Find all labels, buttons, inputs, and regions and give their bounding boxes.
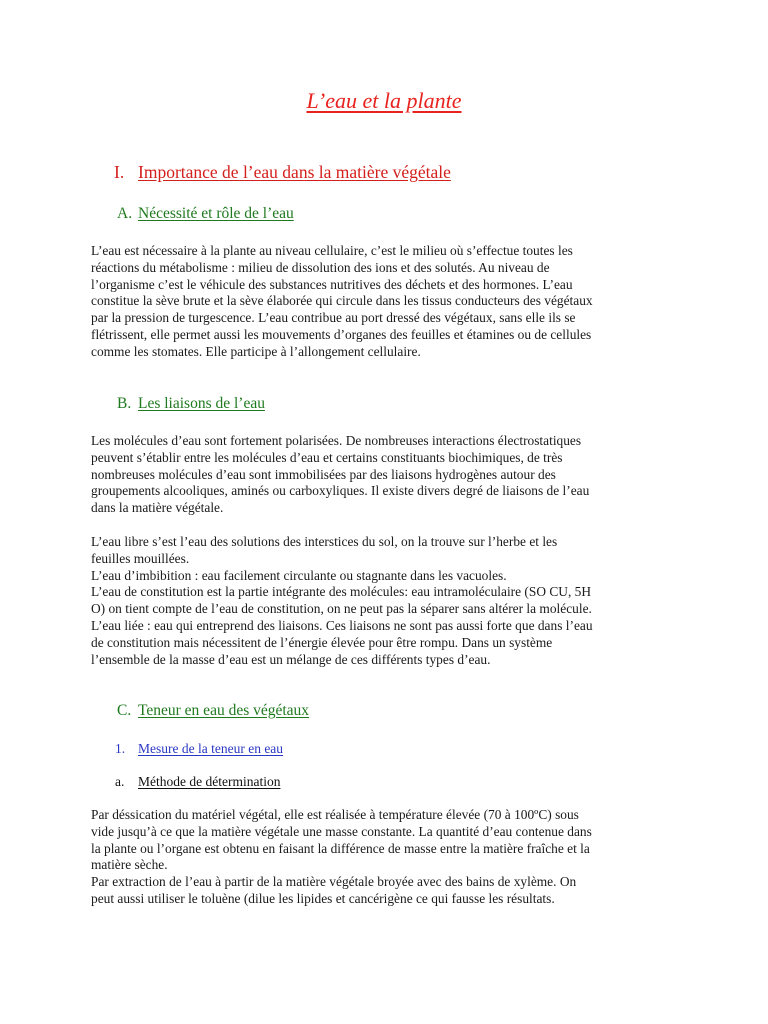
paragraph-line: feuilles mouillées. (91, 550, 190, 566)
paragraph-line: L’eau de constitution est la partie intégrante des molécules: eau intramoléculaire (SO CU, 5H (91, 584, 592, 600)
section-c-title: Teneur en eau des végétaux (138, 702, 310, 719)
paragraph-line: L’eau est nécessaire à la plante au niveau cellulaire, c’est le milieu où s’effectue toutes les (91, 243, 573, 258)
paragraph-line: comme les stomates. Elle participe à l’allongement cellulaire. (91, 343, 421, 359)
paragraph-line: par la pression de turgescence. L’eau contribue au port dressé des végétaux, sans elle ils se (91, 310, 576, 326)
paragraph-line: la plante ou l’organe est obtenu en faisant la différence de masse entre la matière fraîche et la (91, 840, 590, 856)
paragraph-line: constitue la sève brute et la sève élaborée qui circule dans les tissus conducteurs des végétaux (91, 293, 593, 309)
paragraph-line: l’ensemble de la masse d’eau est un mélange de ces différents types d’eau. (91, 651, 491, 667)
paragraph-line: de constitution mais nécessitent de l’énergie élevée pour être rompu. Dans un système (91, 634, 553, 650)
paragraph-line: Par extraction de l’eau à partir de la matière végétale broyée avec des bains de xylème. On (91, 874, 577, 890)
subsection-a-letter: a. (115, 774, 125, 789)
section-b-letter: B. (117, 395, 132, 412)
section-b-title: Les liaisons de l’eau (138, 395, 265, 412)
paragraph-line: flétrissent, elle permet aussi les mouvements d’organes des feuilles et étamines ou de cellules (91, 326, 592, 342)
section-c-letter: C. (117, 702, 132, 719)
paragraph-line: groupements alcooliques, aminés ou carboxyliques. Il existe divers degré de liaisons de l’eau (91, 483, 590, 499)
section-1-title: Importance de l’eau dans la matière végétale (138, 162, 451, 182)
section-c-heading (117, 700, 309, 722)
section-b-heading (117, 393, 265, 415)
section-1-number: I. (114, 162, 125, 182)
section-a-letter: A. (117, 205, 133, 222)
section-a-paragraph (91, 243, 681, 361)
paragraph-line: nombreuses molécules d’eau sont immobilisées par des liaisons hydrogènes autour des (91, 466, 556, 482)
subsection-1-number: 1. (115, 741, 126, 756)
section-b-paragraph-1 (91, 433, 681, 517)
section-a-heading (117, 203, 294, 225)
subsection-a-heading (115, 772, 280, 792)
subsection-a-title: Méthode de détermination (138, 774, 281, 789)
paragraph-line: peut aussi utiliser le toluène (dilue les lipides et cancérigène ce qui fausse les résultats. (91, 890, 555, 906)
paragraph-line: O) on tient compte de l’eau de constitution, on ne peut pas la séparer sans altérer la molécule. (91, 601, 592, 617)
paragraph-line: vide jusqu’à ce que la matière végétale une masse constante. La quantité d’eau contenue dans (91, 823, 592, 839)
paragraph-line: dans la matière végétale. (91, 500, 224, 516)
document-title: L’eau et la plante (306, 88, 462, 113)
paragraph-line: L’eau d’imbibition : eau facilement circulante ou stagnante dans les vacuoles. (91, 567, 507, 583)
paragraph-line: l’organisme c’est le véhicule des substances nutritives des déchets et des hormones. L’eau (91, 276, 573, 292)
paragraph-line: Les molécules d’eau sont fortement polarisées. De nombreuses interactions électrostatiques (91, 433, 582, 448)
paragraph-line: réactions du métabolisme : milieu de dissolution des ions et des solutés. Au niveau de (91, 259, 550, 275)
section-a-title: Nécessité et rôle de l’eau (138, 205, 294, 222)
paragraph-line: L’eau liée : eau qui entreprend des liaisons. Ces liaisons ne sont pas aussi forte que dans l’eau (91, 617, 593, 633)
paragraph-line: L’eau libre s’est l’eau des solutions des interstices du sol, on la trouve sur l’herbe et les (91, 534, 558, 549)
subsection-1-heading[interactable] (115, 739, 283, 759)
section-c-paragraph (91, 807, 681, 908)
paragraph-line: matière sèche. (91, 857, 168, 873)
paragraph-line: peuvent s’établir entre les molécules d’eau et certains constituants biochimiques, de très (91, 449, 563, 465)
paragraph-line: Par déssication du matériel végétal, elle est réalisée à température élevée (70 à 100ºC) sous (91, 807, 579, 822)
section-1-heading (114, 160, 451, 184)
section-b-paragraph-2 (91, 534, 681, 668)
subsection-1-link[interactable]: Mesure de la teneur en eau (138, 741, 284, 756)
